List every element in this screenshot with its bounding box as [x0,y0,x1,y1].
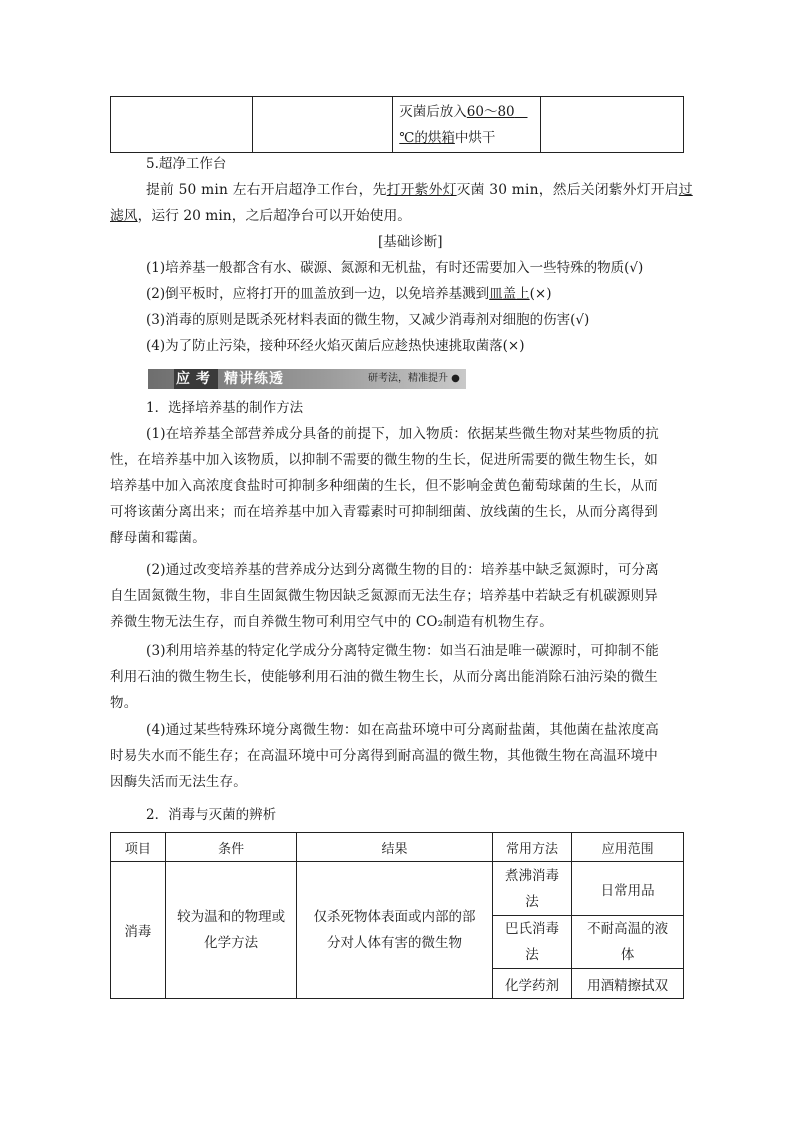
section-1-heading: 1．选择培养基的制作方法 [146,400,304,416]
cell-scope-liquid: 不耐高温的液 体 [572,916,684,969]
top-table-cell-2 [252,97,393,153]
cell-text-oven: ℃的烘箱 [399,129,455,146]
header-item: 项目 [111,833,166,862]
section-5-paragraph-line1: 提前 50 min 左右开启超净工作台，先打开紫外灯灭菌 30 min，然后关闭紫外灯开启过 [146,182,693,198]
table-header-row [111,833,684,862]
banner-tag [174,369,218,389]
diagnosis-item-3: (3)消毒的原则是既杀死材料表面的微生物，又减少消毒剂对细胞的伤害(√) [146,312,590,328]
section-banner [148,369,466,389]
section-1-paragraph-4: (4)通过某些特殊环境分离微生物：如在高盐环境中可分离耐盐菌，其他菌在盐浓度高 时易失水而不能生存；在高温环境中可分离得到耐高温的微生物，其他微生物在高温环境中 因酶失活而无法生存。 [110,722,659,790]
banner-subtitle: 研考法，精准提升 ● [368,373,460,384]
diagnosis-title: [基础诊断] [378,234,443,250]
header-scope: 应用范围 [572,833,684,862]
section-1-paragraph-3: (3)利用培养基的特定化学成分分离特定微生物：如当石油是唯一碳源时，可抑制不能 利用石油的微生物生长，使能够利用石油的微生物生长，从而分离出能消除石油污染的微生 物。 [110,643,659,711]
header-result: 结果 [297,833,492,862]
cell-method-boiling: 煮沸消毒 法 [492,862,572,916]
disinfection-table [110,832,684,999]
section-2-heading: 2．消毒与灭菌的辨析 [146,807,277,823]
cell-text-dry: 中烘干 [454,129,496,146]
cell-text-1: 灭菌后放入 [399,103,467,120]
diagnosis-item-1: (1)培养基一般都含有水、碳源、氮源和无机盐，有时还需要加入一些特殊的物质(√) [146,260,644,276]
section-1-paragraph-1: (1)在培养基全部营养成分具备的前提下，加入物质：依据某些微生物对某些物质的抗 性，在培养基中加入该物质，以抑制不需要的微生物的生长，促进所需要的微生物生长，如 培养基中加入高浓度食盐时可抑制多种细菌的生长，但不影响金黄色葡萄球菌的生长，从而 可将该菌分离出来；而在培养基中加入青霉素时可抑制细菌、放线菌的生长，从而分离得到 酵母菌和霉菌。 [110,426,659,546]
banner-title: 精讲练透 [224,371,284,387]
cell-condition: 较为温和的物理或 化学方法 [165,862,297,999]
cell-scope-daily: 日常用品 [572,862,684,916]
top-table-cell-1 [111,97,253,153]
section-1-paragraph-2: (2)通过改变培养基的营养成分达到分离微生物的目的：培养基中缺乏氮源时，可分离 自生固氮微生物，非自生固氮微生物因缺乏氮源而无法生存；培养基中若缺乏有机碳源则异 养微生物无法生存，而自养微生物可利用空气中的 CO₂制造有机物生存。 [110,562,659,630]
cell-method-chemical: 化学药剂 [492,969,572,999]
section-5-heading: 5.超净工作台 [146,156,227,172]
cell-text-temp: 60～80 [466,103,515,120]
header-condition: 条件 [165,833,297,862]
header-method: 常用方法 [492,833,572,862]
diagnosis-item-2: (2)倒平板时，应将打开的皿盖放到一边，以免培养基溅到皿盖上(×) [146,286,552,302]
top-table-cell-4 [541,97,684,153]
banner-tag-char-2: 考 [196,371,210,387]
cell-result: 仅杀死物体表面或内部的部 分对人体有害的微生物 [297,862,492,999]
diagnosis-item-4: (4)为了防止污染，接种环经火焰灭菌后应趁热快速挑取菌落(×) [146,338,525,354]
row-label-disinfection: 消毒 [111,862,166,999]
top-table-cell-3 [393,97,541,153]
table-row [111,862,684,916]
section-5-paragraph-line2: 滤风，运行 20 min，之后超净台可以开始使用。 [110,208,412,224]
cell-method-pasteur: 巴氏消毒 法 [492,916,572,969]
top-table [110,96,684,153]
banner-tag-char-1: 应 [176,371,190,387]
cell-scope-alcohol: 用酒精擦拭双 [572,969,684,999]
